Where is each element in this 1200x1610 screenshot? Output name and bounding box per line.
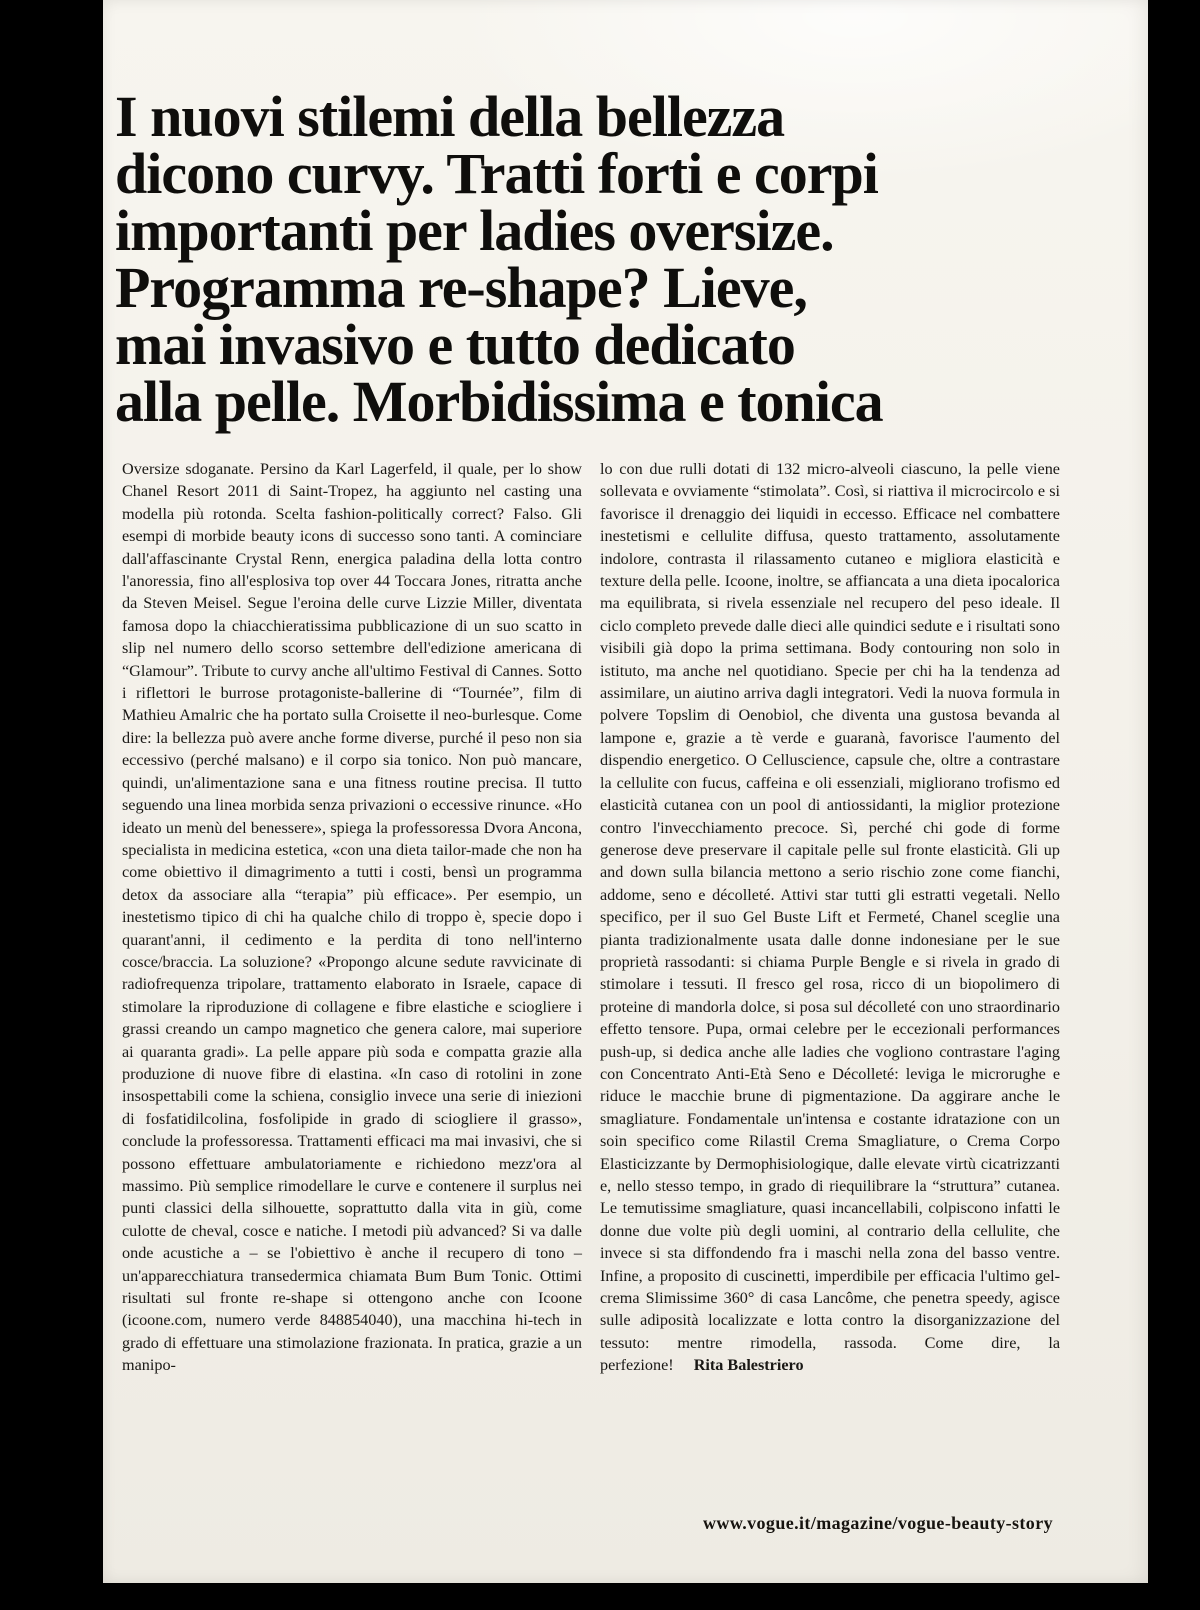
headline-line-5: mai invasivo e tutto dedicato [115,312,795,377]
headline-line-2: dicono curvy. Tratti forti e corpi [115,141,878,206]
footer-url: www.vogue.it/magazine/vogue-beauty-story [703,1513,1053,1533]
headline-line-3: importanti per ladies oversize. [115,198,834,263]
article-body [122,458,1060,1377]
article-column-right [600,458,1060,1377]
magazine-page [103,0,1148,1583]
headline-line-1: I nuovi stilemi della bellezza [115,84,785,149]
article-column-left: Oversize sdoganate. Persino da Karl Lagerfeld, il quale, per lo show Chanel Resort 2011 di Saint-Tropez, ha aggiunto nel casting una modella più rotonda. Scelta fashion-politically correct? Falso. Gli esempi di morbide beauty icons di successo sono tanti. A cominciare dall'affascinante Crystal Renn, energica paladina della lotta contro l'anoressia, fino all'esplosiva top over 44 Toccara Jones, ritratta anche da Steven Meisel. Segue l'eroina delle curve Lizzie Miller, diventata famosa dopo la chiacchieratissima pubblicazione di un suo scatto in slip nel numero dello scorso settembre dell'edizione americana di “Glamour”. Tribute to curvy anche all'ultimo Festival di Cannes. Sotto i riflettori le burrose protagoniste-ballerine di “Tournée”, film di Mathieu Amalric che ha portato sulla Croisette il neo-burlesque. Come dire: la bellezza può avere anche forme diverse, purché il peso non sia eccessivo (perché malsano) e il corpo sia tonico. Non può mancare, quindi, un'alimentazione sana e una fitness routine precisa. Il tutto seguendo una linea morbida senza privazioni o eccessive rinunce. «Ho ideato un menù del benessere», spiega la professoressa Dvora Ancona, specialista in medicina estetica, «con una dieta tailor-made che non ha come obiettivo il dimagrimento a tutti i costi, bensì un programma detox da associare alla “terapia” più efficace». Per esempio, un inestetismo tipico di chi ha qualche chilo di troppo è, specie dopo i quarant'anni, il cedimento e la perdita di tono nell'interno cosce/braccia. La soluzione? «Propongo alcune sedute ravvicinate di radiofrequenza tripolare, trattamento elaborato in Israele, capace di stimolare la riproduzione di collagene e fibre elastiche e sciogliere i grassi creando un campo magnetico che genera calore, mai superiore ai quaranta gradi». La pelle appare più soda e compatta grazie alla produzione di nuove fibre di elastina. «In caso di rotolini in zone insospettabili come la schiena, consiglio invece una serie di iniezioni di fosfatidilcolina, fosfolipide in grado di sciogliere il grasso», conclude la professoressa. Trattamenti efficaci ma mai invasivi, che si possono effettuare ambulatoriamente e richiedono mezz'ora al massimo. Più semplice rimodellare le curve e contenere il surplus nei punti classici della silhouette, soprattutto dalla vita in giù, come culotte de cheval, cosce e natiche. I metodi più advanced? Si va dalle onde acustiche a – se l'obiettivo è anche il recupero di tono – un'apparecchiatura transedermica chiamata Bum Bum Tonic. Ottimi risultati sul fronte re-shape si ottengono anche con Icoone (icoone.com, numero verde 848854040), una macchina hi-tech in grado di effettuare una stimolazione frazionata. In pratica, grazie a un manipo- [122,460,582,1375]
author-credit: Rita Balestriero [693,1356,804,1375]
headline-line-4: Programma re-shape? Lieve, [115,255,807,320]
headline-line-6: alla pelle. Morbidissima e tonica [115,369,883,434]
article-column-right-text: lo con due rulli dotati di 132 micro-alveoli ciascuno, la pelle viene sollevata e ovviamente “stimolata”. Così, si riattiva il microcircolo e si favorisce il drenaggio dei liquidi in eccesso. Efficace nel combattere inestetismi e cellulite diffusa, questo trattamento, assolutamente indolore, contrasta il rilassamento cutaneo e migliora elasticità e texture della pelle. Icoone, inoltre, se affiancata a una dieta ipocalorica ma equilibrata, si rivela essenziale nel recupero del peso ideale. Il ciclo completo prevede dalle dieci alle quindici sedute e i risultati sono visibili già dopo la prima settimana. Body contouring non solo in istituto, ma anche nel quotidiano. Specie per chi ha la tendenza ad assimilare, un aiutino arriva dagli integratori. Vedi la nuova formula in polvere Topslim di Oenobiol, che diventa una gustosa bevanda al lampone e, grazie a tè verde e guaranà, favorisce l'aumento del dispendio energetico. O Celluscience, capsule che, oltre a contrastare la cellulite con fucus, caffeina e oli essenziali, migliorano trofismo ed elasticità cutanea con un pool di antiossidanti, la miglior protezione contro l'invecchiamento precoce. Sì, perché chi gode di forme generose deve preservare il capitale pelle sul fronte elasticità. Gli up and down sulla bilancia mettono a serio rischio zone come fianchi, addome, seno e décolleté. Attivi star tutti gli estratti vegetali. Nello specifico, per il suo Gel Buste Lift et Fermeté, Chanel sceglie una pianta tradizionalmente usata dalle donne indonesiane per le sue proprietà rassodanti: si chiama Purple Bengle e si rivela in grado di stimolare i tessuti. Il fresco gel rosa, ricco di un biopolimero di proteine di mandorla dolce, si posa sul décolleté con uno straordinario effetto tensore. Pupa, ormai celebre per le eccezionali performances push-up, si dedica anche alle ladies che vogliono contrastare l'aging con Concentrato Anti-Età Seno e Décolleté: leviga le microrughe e riduce le macchie brune di pigmentazione. Da aggirare anche le smagliature. Fondamentale un'intensa e costante idratazione con un soin specifico come Rilastil Crema Smagliature, o Crema Corpo Elasticizzante by Dermophisiologique, dalle elevate virtù cicatrizzanti e, nello stesso tempo, in grado di riequilibrare la “struttura” cutanea. Le temutissime smagliature, quasi incancellabili, colpiscono infatti le donne due volte più degli uomini, al contrario della cellulite, che invece si sta diffondendo fra i maschi nella zona del basso ventre. Infine, a proposito di cuscinetti, imperdibile per efficacia l'ultimo gel-crema Slimissime 360° di casa Lancôme, che penetra speedy, agisce sulle adiposità localizzate e lotta contro la disorganizzazione del tessuto: mentre rimodella, rassoda. Come dire, la perfezione! [600,460,1060,1375]
headline [115,84,883,434]
